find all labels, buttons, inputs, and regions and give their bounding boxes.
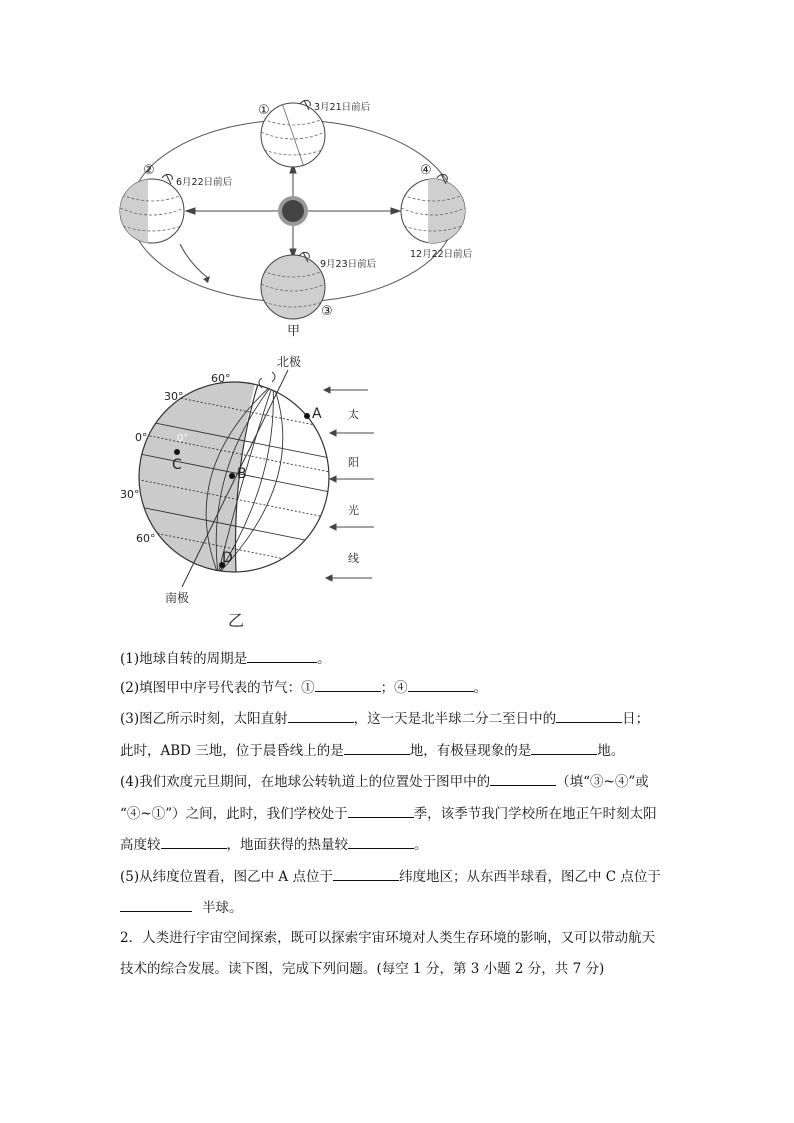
q5-blank-hemisphere[interactable] xyxy=(120,897,192,912)
sunlight-char-2: 阳 xyxy=(348,456,359,469)
position-3-number: ③ xyxy=(321,304,333,319)
q3-line1-b: ，这一天是北半球二分二至日中的 xyxy=(353,711,557,727)
q2-blank-1[interactable] xyxy=(315,677,381,692)
position-4-date: 12月22日前后 xyxy=(410,249,473,260)
q2-text: (2)填图甲中序号代表的节气：① xyxy=(120,680,315,696)
question-4-line-3 xyxy=(120,834,680,855)
latitude-30n-label: 30° xyxy=(164,390,184,403)
q3-blank-polar-day[interactable] xyxy=(531,740,597,755)
question-5-line-2 xyxy=(120,897,680,918)
q4-line3-a: 高度较 xyxy=(120,837,161,853)
position-2-number: ② xyxy=(143,163,155,178)
q3-blank-terminator[interactable] xyxy=(344,740,410,755)
question-5-line-1 xyxy=(120,866,680,887)
q3-line2-c: 地。 xyxy=(597,743,625,759)
position-4-number: ④ xyxy=(420,163,432,178)
q5-blank-latitude-zone[interactable] xyxy=(333,866,399,881)
q2-blank-4[interactable] xyxy=(408,677,474,692)
q4-blank-orbit-position[interactable] xyxy=(490,771,556,786)
q4-blank-sun-altitude[interactable] xyxy=(161,834,227,849)
q4-line1-a: (4)我们欢度元旦期间，在地球公转轨道上的位置处于图甲中的 xyxy=(120,774,491,790)
question-3-line-1 xyxy=(120,708,680,729)
north-pole-label: 北极 xyxy=(277,355,302,369)
q1-answer-blank[interactable] xyxy=(247,648,317,663)
position-3-date: 9月23日前后 xyxy=(320,259,377,270)
section2-text-2: 技术的综合发展。读下图，完成下列问题。(每空 1 分，第 3 小题 2 分，共 7 分) xyxy=(120,961,605,977)
q1-text: (1)地球自转的周期是 xyxy=(120,651,248,667)
q3-blank-direct-sun[interactable] xyxy=(288,708,354,723)
section-2-line-2 xyxy=(120,959,680,979)
revolution-arrow xyxy=(180,244,210,283)
question-4-line-1 xyxy=(120,771,680,792)
question-1 xyxy=(120,648,680,669)
q4-line2-b: 季，该季节我门学校所在地正午时刻太阳 xyxy=(413,806,657,822)
q1-end: 。 xyxy=(317,651,331,667)
equator-label-inner: 0° xyxy=(177,433,189,444)
position-2-date: 6月22日前后 xyxy=(176,177,233,188)
sunlight-char-1: 太 xyxy=(348,408,359,421)
question-3-line-2 xyxy=(120,740,680,761)
q3-line2-b: 地，有极昼现象的是 xyxy=(409,743,532,759)
q5-line1-b: 纬度地区；从东西半球看，图乙中 C 点位于 xyxy=(398,869,661,885)
point-a-label: A xyxy=(312,406,322,422)
q4-line2-a: “④~①”）之间，此时，我们学校处于 xyxy=(120,806,348,822)
q3-blank-solar-term[interactable] xyxy=(556,708,622,723)
question-2 xyxy=(120,677,680,698)
position-1-number: ① xyxy=(258,103,270,118)
point-c-dot xyxy=(174,449,180,455)
q4-line3-c: 。 xyxy=(414,837,428,853)
earth-position-3 xyxy=(261,252,325,319)
earth-position-4 xyxy=(401,174,468,247)
q5-line2: 半球。 xyxy=(202,900,243,916)
q2-mid: ；④ xyxy=(380,680,408,696)
q3-line1-c: 日； xyxy=(622,711,650,727)
latitude-60s-label: 60° xyxy=(136,532,156,545)
q2-end: 。 xyxy=(473,680,488,696)
q4-blank-heat[interactable] xyxy=(348,834,414,849)
latitude-60n-label: 60° xyxy=(211,372,231,385)
sunlight-char-4: 线 xyxy=(348,552,359,565)
point-a-dot xyxy=(304,413,310,419)
figure-jia xyxy=(118,100,473,339)
latitude-30s-label: 30° xyxy=(120,488,140,501)
q4-blank-season[interactable] xyxy=(348,803,414,818)
q4-line1-b: （填“③~④”或 xyxy=(556,774,649,790)
q4-line3-b: ，地面获得的热量较 xyxy=(226,837,348,853)
figure-yi-caption: 乙 xyxy=(228,611,245,630)
position-1-date: 3月21日前后 xyxy=(314,102,371,113)
q3-line2-a: 此时，ABD 三地，位于晨昏线上的是 xyxy=(120,743,344,759)
q5-line1-a: (5)从纬度位置看，图乙中 A 点位于 xyxy=(120,869,333,885)
figure-jia-caption: 甲 xyxy=(287,324,301,339)
point-b-label: B xyxy=(237,466,247,482)
point-b-dot xyxy=(229,473,235,479)
point-c-label: C xyxy=(172,457,182,473)
section2-text-1: 2．人类进行宇宙空间探索，既可以探索宇宙环境对人类生存环境的影响，又可以带动航天 xyxy=(120,930,656,946)
figure-yi xyxy=(120,354,374,630)
earth-position-2 xyxy=(118,174,184,247)
q3-line1-a: (3)图乙所示时刻，太阳直射 xyxy=(120,711,288,727)
question-4-line-2 xyxy=(120,803,680,824)
section-2-line-1 xyxy=(120,928,680,948)
equator-label: 0° xyxy=(135,431,148,444)
point-d-label: D xyxy=(222,550,233,566)
sun xyxy=(278,196,308,226)
sunlight-char-3: 光 xyxy=(348,504,359,517)
south-pole-label: 南极 xyxy=(165,591,190,605)
